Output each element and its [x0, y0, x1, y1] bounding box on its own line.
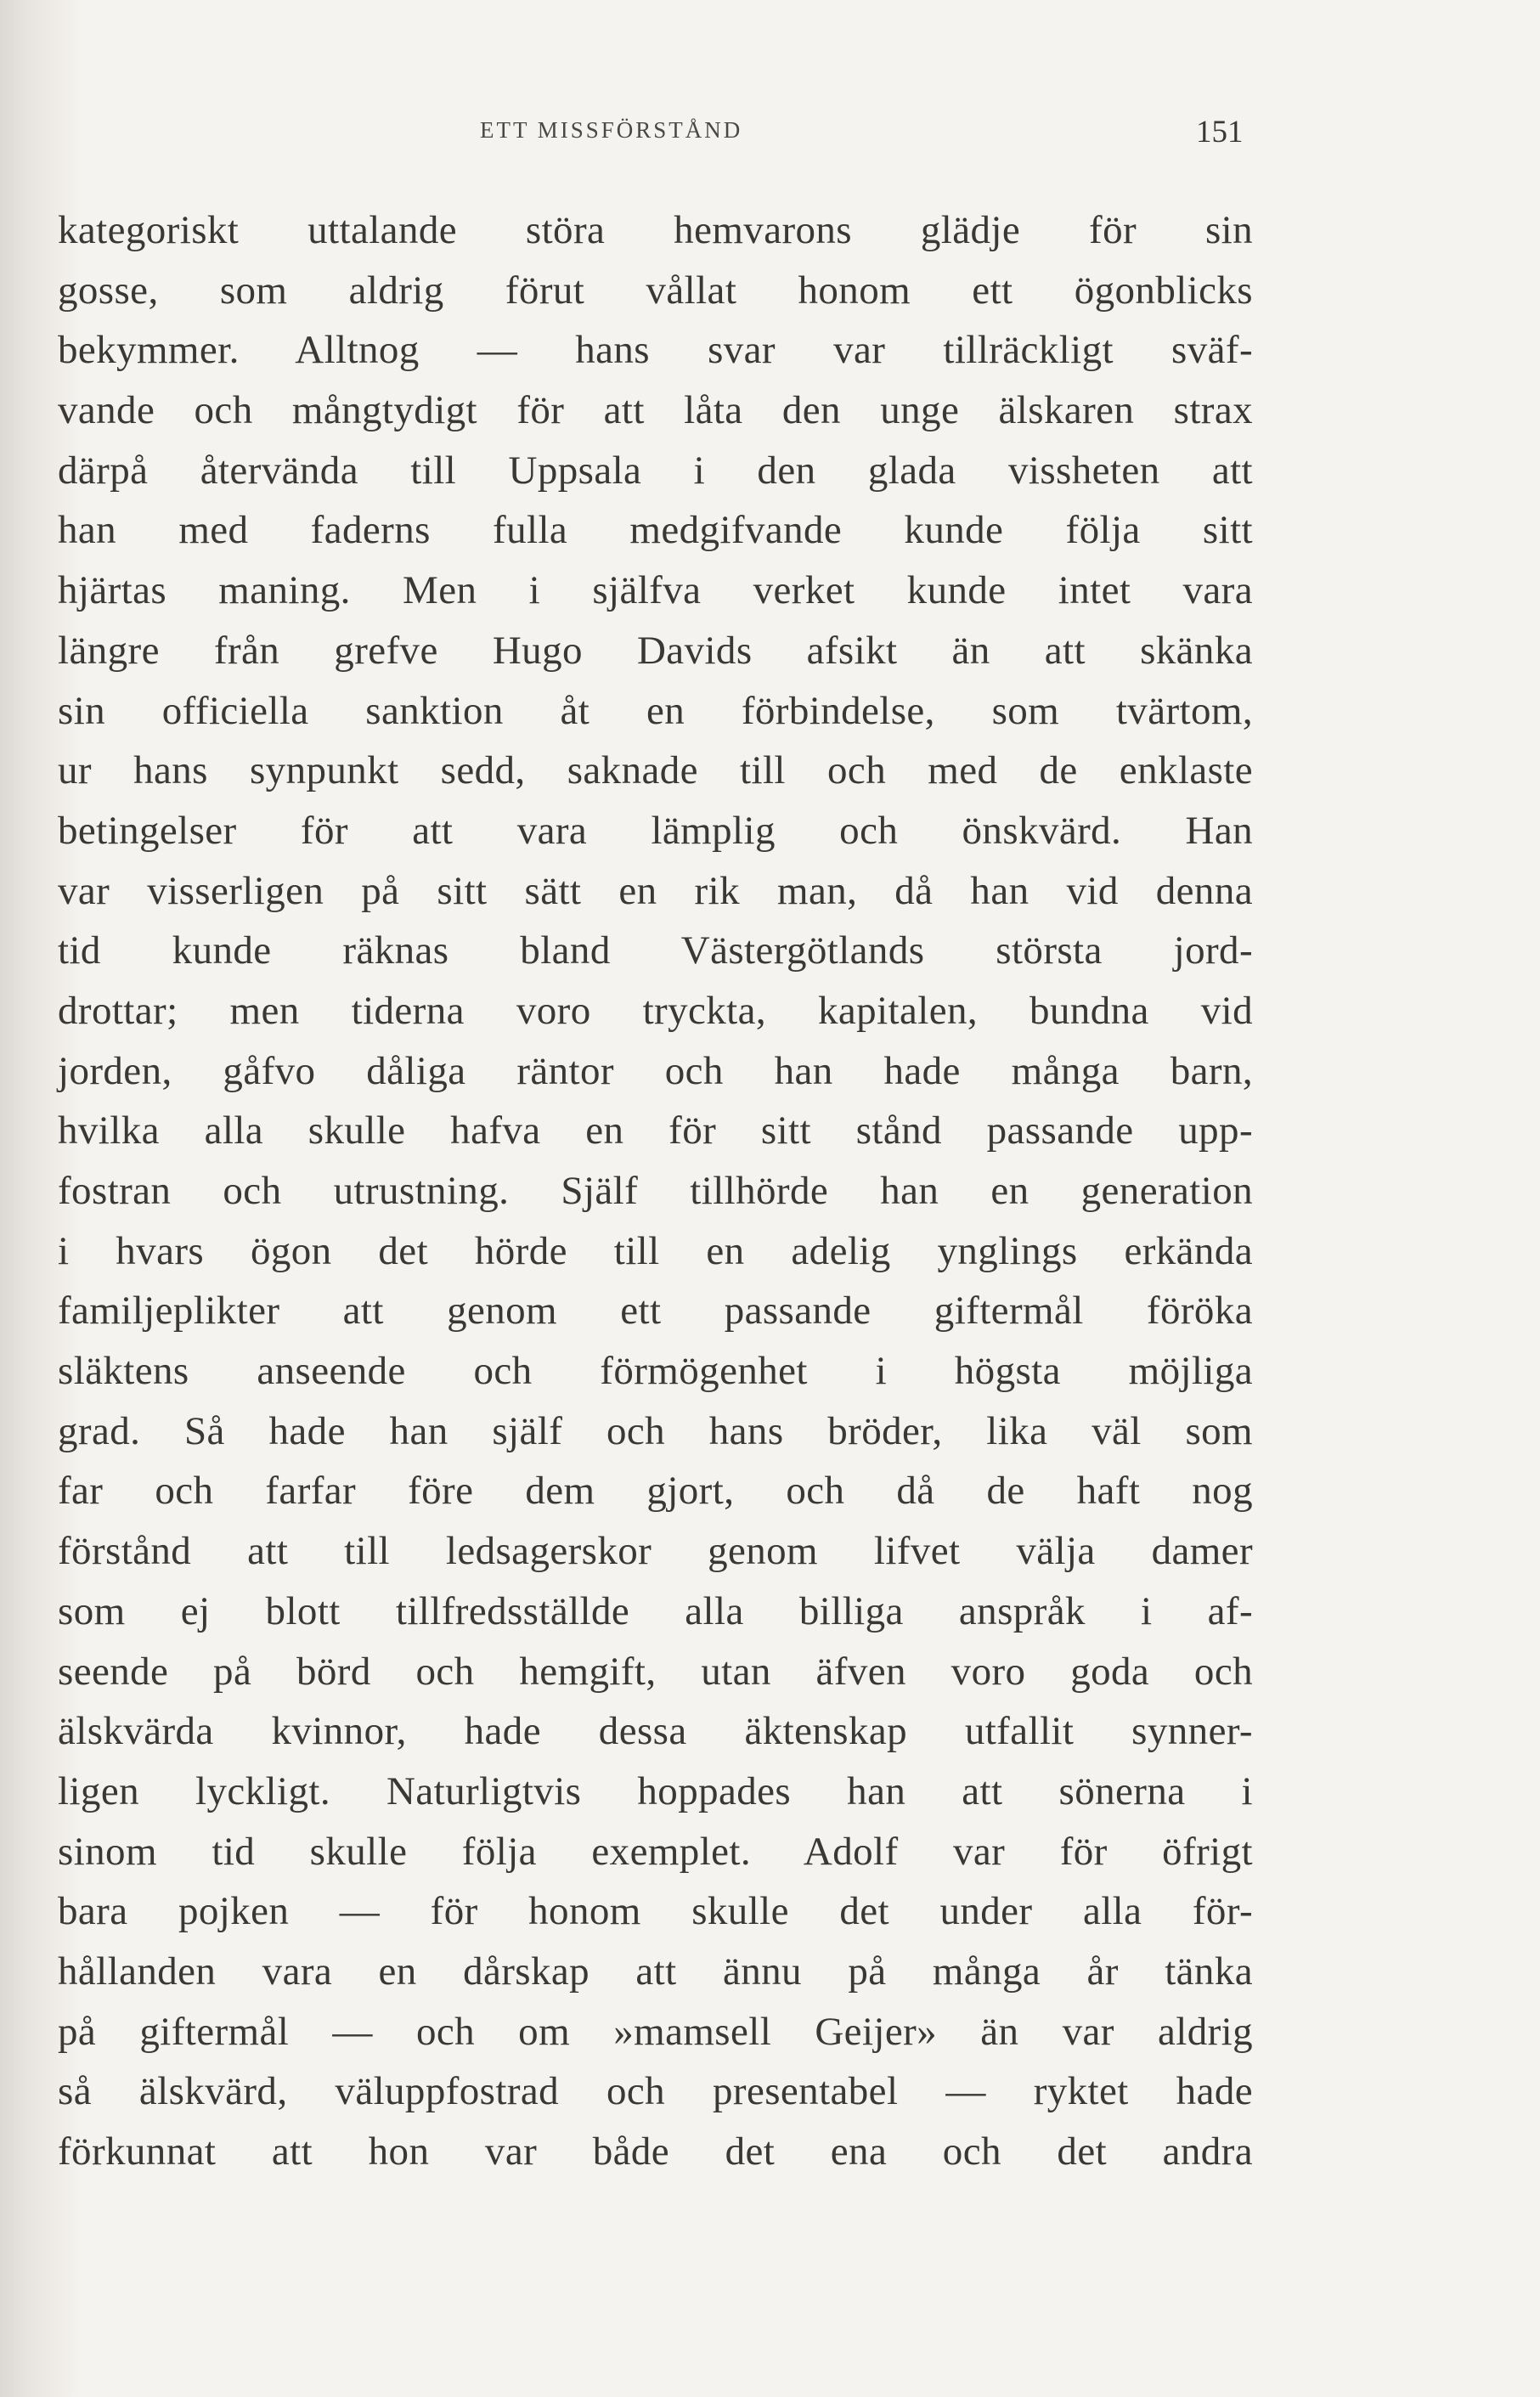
text-line: längre från grefve Hugo Davids afsikt än att skänka: [58, 628, 1253, 673]
text-line: seende på börd och hemgift, utan äfven voro goda och: [58, 1649, 1253, 1694]
text-line: i hvars ögon det hörde till en adelig ynglings erkända: [58, 1228, 1253, 1273]
text-line: ur hans synpunkt sedd, saknade till och med de enklaste: [58, 748, 1253, 793]
text-line: vande och mångtydigt för att låta den unge älskaren strax: [58, 388, 1253, 433]
text-line: ligen lyckligt. Naturligtvis hoppades han att sönerna i: [58, 1768, 1253, 1813]
text-line: älskvärda kvinnor, hade dessa äktenskap utfallit synner-: [58, 1709, 1253, 1754]
text-line: kategoriskt uttalande störa hemvarons glädje för sin: [58, 208, 1253, 252]
text-line: så älskvärd, väluppfostrad och presentabel — ryktet hade: [58, 2069, 1253, 2114]
running-title: ETT MISSFÖRSTÅND: [480, 117, 743, 143]
text-line: tid kunde räknas bland Västergötlands största jord-: [58, 928, 1253, 973]
text-line: familjeplikter att genom ett passande giftermål föröka: [58, 1289, 1253, 1334]
text-line: på giftermål — och om »mamsell Geijer» än var aldrig: [58, 2009, 1253, 2054]
text-line: bekymmer. Alltnog — hans svar var tillräckligt sväf-: [58, 328, 1253, 373]
text-line: hvilka alla skulle hafva en för sitt stånd passande upp-: [58, 1108, 1253, 1153]
running-head: [0, 117, 1540, 151]
text-line: släktens anseende och förmögenhet i högsta möjliga: [58, 1349, 1253, 1394]
text-line: förstånd att till ledsagerskor genom lifvet välja damer: [58, 1529, 1253, 1574]
text-line: hållanden vara en dårskap att ännu på många år tänka: [58, 1949, 1253, 1994]
text-line: han med faderns fulla medgifvande kunde följa sitt: [58, 508, 1253, 553]
text-line: gosse, som aldrig förut vållat honom ett ögonblicks: [58, 268, 1253, 313]
text-line: sinom tid skulle följa exemplet. Adolf var för öfrigt: [58, 1829, 1253, 1874]
text-line: förkunnat att hon var både det ena och det andra: [58, 2129, 1253, 2174]
text-line: därpå återvända till Uppsala i den glada vissheten att: [58, 448, 1253, 493]
text-line: betingelser för att vara lämplig och önskvärd. Han: [58, 808, 1253, 853]
body-text: [58, 200, 1253, 2182]
text-line: var visserligen på sitt sätt en rik man, då han vid denna: [58, 868, 1253, 913]
text-line: fostran och utrustning. Själf tillhörde han en generation: [58, 1169, 1253, 1213]
page-number: 151: [1196, 115, 1244, 149]
text-line: bara pojken — för honom skulle det under alla för-: [58, 1889, 1253, 1934]
text-line: hjärtas maning. Men i själfva verket kunde intet vara: [58, 568, 1253, 613]
text-line: jorden, gåfvo dåliga räntor och han hade många barn,: [58, 1048, 1253, 1093]
text-line: drottar; men tiderna voro tryckta, kapitalen, bundna vid: [58, 988, 1253, 1033]
text-line: grad. Så hade han själf och hans bröder, lika väl som: [58, 1408, 1253, 1453]
text-line: far och farfar före dem gjort, och då de haft nog: [58, 1469, 1253, 1514]
text-line: sin officiella sanktion åt en förbindelse, som tvärtom,: [58, 688, 1253, 733]
text-line: som ej blott tillfredsställde alla billiga anspråk i af-: [58, 1588, 1253, 1633]
